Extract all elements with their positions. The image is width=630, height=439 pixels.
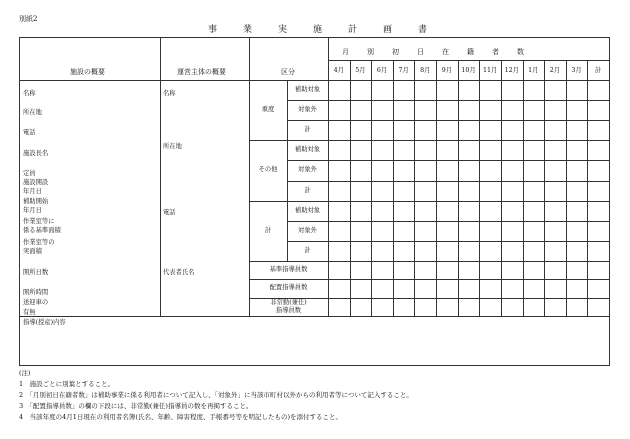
month-divider — [587, 60, 588, 316]
facility-field-label: 施設長名 — [23, 150, 49, 157]
month-divider — [523, 60, 524, 316]
staff-divider — [249, 279, 609, 280]
note-4: 4 当該年度の4月1日現在の利用者名簿(氏名、年齢、障害程度、手帳番号等を明記したもの)を添付すること。 — [19, 413, 342, 421]
facility-field-label: 送迎車の — [23, 299, 49, 306]
month-divider — [371, 60, 372, 316]
group-row-label: 補助対象 — [294, 146, 321, 154]
facility-field-label: 所在地 — [23, 109, 42, 116]
divider — [249, 37, 250, 316]
facility-field-label: 年月日 — [23, 207, 42, 214]
row-divider — [249, 201, 609, 202]
row-divider — [249, 261, 609, 262]
divider — [328, 37, 329, 317]
facility-field-label: 電話 — [23, 129, 36, 136]
category-header: 区分 — [281, 68, 295, 76]
month-divider — [414, 60, 415, 316]
month-divider — [393, 60, 394, 316]
month-label: 5月 — [355, 67, 366, 74]
facility-field-label: 年月日 — [23, 188, 42, 195]
month-divider — [436, 60, 437, 316]
row-divider — [287, 100, 609, 101]
operator-field-label: 名称 — [163, 90, 176, 97]
month-divider — [544, 60, 545, 316]
group-row-label: 計 — [304, 246, 311, 254]
row-divider — [287, 241, 609, 242]
facility-field-label: 係る基準面積 — [23, 227, 61, 234]
month-divider — [501, 60, 502, 316]
row-divider — [249, 140, 609, 141]
note-1: 1 施設ごとに別葉とすること。 — [19, 380, 115, 388]
header-divider — [19, 80, 609, 81]
facility-field-label: 施設開設 — [23, 179, 49, 186]
month-label: 6月 — [376, 67, 388, 74]
operator-field-label: 所在地 — [163, 143, 182, 150]
staff-label: 非常勤(兼任) — [270, 298, 307, 306]
month-label: 7月 — [398, 67, 409, 74]
facility-field-label: 開所日数 — [23, 269, 49, 276]
month-label: 計 — [595, 67, 602, 74]
guidance-divider — [19, 316, 609, 317]
month-label: 9月 — [441, 67, 453, 74]
facility-field-label: 開所時間 — [23, 289, 49, 296]
form-label: 別紙2 — [19, 15, 38, 23]
month-label: 3月 — [571, 67, 582, 74]
month-label: 1月 — [528, 67, 539, 74]
group-label: その他 — [258, 166, 278, 174]
staff-label: 基準指導員数 — [269, 265, 308, 273]
month-divider — [479, 60, 480, 316]
group-row-label: 対象外 — [298, 166, 317, 174]
facility-field-label: 実面積 — [23, 248, 42, 255]
operator-field-label: 代表者氏名 — [163, 269, 195, 276]
facility-field-label: 補助開始 — [23, 198, 49, 205]
header-divider — [328, 60, 609, 61]
staff-label: 指導員数 — [275, 306, 302, 314]
note-2: 2 「月別初日在籍者数」は補助事業に係る利用者について記入し、「対象外」に当該市町村以外からの利用者等について記入すること。 — [19, 391, 413, 399]
notes-heading: (注) — [19, 369, 31, 377]
facility-field-label: 名称 — [23, 90, 36, 97]
month-label: 12月 — [504, 67, 519, 74]
month-label: 2月 — [549, 67, 561, 74]
divider — [160, 37, 161, 316]
group-row-label: 計 — [304, 186, 311, 194]
row-divider — [287, 120, 609, 121]
row-divider — [287, 221, 609, 222]
month-label: 10月 — [461, 67, 476, 74]
facility-field-label: 作業室等の — [23, 239, 55, 246]
note-3: 3 「配置指導員数」の欄の下段には、非常勤(兼任)指導員の数を再掲すること。 — [19, 402, 253, 410]
operator-field-label: 電話 — [163, 209, 176, 216]
guidance-label: 指導(授産)内容 — [23, 319, 66, 326]
month-label: 11月 — [482, 67, 498, 74]
group-label: 重度 — [261, 106, 275, 114]
month-divider — [566, 60, 567, 316]
row-divider — [287, 160, 609, 161]
month-divider — [458, 60, 459, 316]
month-label: 4月 — [333, 67, 344, 74]
group-row-label: 計 — [304, 126, 311, 134]
month-label: 8月 — [420, 67, 431, 74]
group-row-label: 対象外 — [298, 226, 317, 234]
month-divider — [350, 60, 351, 316]
page-title: 事業実施計画書 — [208, 25, 454, 35]
staff-label: 配置指導員数 — [269, 284, 308, 292]
group-label: 計 — [264, 226, 272, 234]
monthly-users-header: 月別初日在籍者数 — [342, 48, 542, 56]
group-row-label: 補助対象 — [294, 86, 321, 93]
facility-field-label: 有無 — [23, 309, 36, 316]
group-row-label: 補助対象 — [294, 206, 321, 214]
facility-field-label: 作業室等に — [23, 218, 55, 225]
group-row-label: 対象外 — [298, 106, 317, 114]
operator-overview-header: 運営主体の概要 — [177, 68, 226, 76]
row-divider — [287, 181, 609, 182]
facility-overview-header: 施設の概要 — [70, 68, 105, 76]
facility-field-label: 定員 — [23, 170, 36, 177]
